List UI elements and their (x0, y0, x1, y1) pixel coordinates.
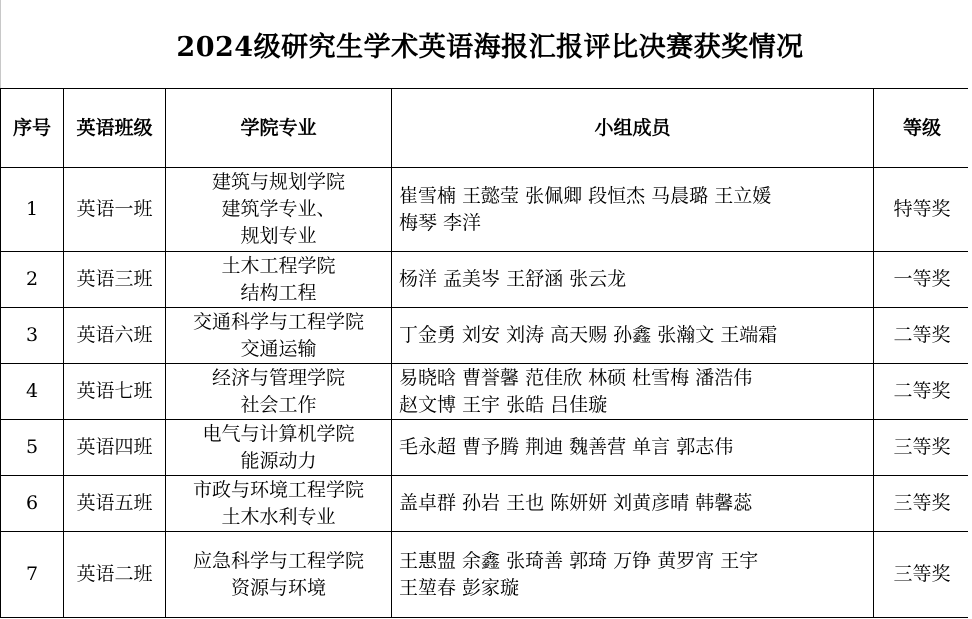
cell-grade: 三等奖 (874, 476, 971, 532)
cell-no: 7 (1, 532, 64, 618)
members-line: 梅琴 李洋 (399, 211, 482, 234)
college-line: 社会工作 (240, 393, 317, 416)
cell-college (166, 476, 392, 532)
table-row (1, 168, 971, 252)
table-row (1, 308, 971, 364)
college-line: 建筑学专业、 (221, 198, 336, 220)
header-no: 序号 (1, 89, 64, 168)
header-row (1, 89, 971, 168)
cell-no: 1 (1, 168, 64, 252)
cell-members (392, 476, 874, 532)
page-title: 2024级研究生学术英语海报汇报评比决赛获奖情况 (176, 31, 804, 63)
header-college: 学院专业 (166, 89, 392, 168)
cell-class: 英语七班 (64, 364, 166, 420)
college-line: 经济与管理学院 (211, 366, 345, 389)
cell-no: 5 (1, 420, 64, 476)
cell-grade: 二等奖 (874, 308, 971, 364)
cell-no: 6 (1, 476, 64, 532)
table-row (1, 532, 971, 618)
right-edge (968, 0, 972, 619)
cell-no: 2 (1, 252, 64, 308)
cell-college (166, 420, 392, 476)
cell-grade: 二等奖 (874, 364, 971, 420)
college-line: 资源与环境 (230, 576, 326, 599)
cell-members (392, 420, 874, 476)
college-line: 土木工程学院 (221, 254, 336, 277)
cell-class: 英语三班 (64, 252, 166, 308)
college-line: 土木水利专业 (221, 505, 336, 528)
cell-members (392, 308, 874, 364)
cell-members (392, 364, 874, 420)
cell-no: 4 (1, 364, 64, 420)
cell-class: 英语二班 (64, 532, 166, 618)
table-row (1, 476, 971, 532)
members-line: 毛永超 曹予腾 荆迪 魏善营 单言 郭志伟 (399, 436, 734, 458)
cell-grade: 特等奖 (874, 168, 971, 252)
members-line: 赵文博 王宇 张皓 吕佳璇 (399, 393, 608, 416)
table-row (1, 252, 971, 308)
table-row (1, 364, 971, 420)
cell-college (166, 252, 392, 308)
table-row (1, 420, 971, 476)
title-row (0, 0, 972, 88)
members-line: 王堃春 彭家璇 (399, 576, 520, 599)
header-members: 小组成员 (392, 89, 874, 168)
cell-no: 3 (1, 308, 64, 364)
cell-grade: 一等奖 (874, 252, 971, 308)
cell-grade: 三等奖 (874, 420, 971, 476)
college-line: 应急科学与工程学院 (192, 549, 364, 572)
members-line: 杨洋 孟美岑 王舒涵 张云龙 (399, 268, 627, 290)
members-line: 崔雪楠 王懿莹 张佩卿 段恒杰 马晨璐 王立媛 (399, 184, 772, 207)
college-line: 规划专业 (240, 225, 317, 247)
cell-class: 英语一班 (64, 168, 166, 252)
header-grade: 等级 (874, 89, 971, 168)
college-line: 电气与计算机学院 (202, 422, 355, 445)
cell-class: 英语六班 (64, 308, 166, 364)
college-line: 交通运输 (240, 337, 317, 360)
college-line: 建筑与规划学院 (211, 171, 345, 193)
college-line: 交通科学与工程学院 (192, 310, 364, 333)
cell-members (392, 168, 874, 252)
college-line: 市政与环境工程学院 (192, 478, 364, 501)
header-class: 英语班级 (64, 89, 166, 168)
cell-members (392, 252, 874, 308)
cell-college (166, 532, 392, 618)
members-line: 丁金勇 刘安 刘涛 高天赐 孙鑫 张瀚文 王端霜 (399, 324, 778, 346)
cell-members (392, 532, 874, 618)
cell-grade: 三等奖 (874, 532, 971, 618)
cell-class: 英语四班 (64, 420, 166, 476)
cell-college (166, 308, 392, 364)
cell-college (166, 364, 392, 420)
college-line: 结构工程 (240, 281, 317, 304)
members-line: 王惠盟 余鑫 张琦善 郭琦 万铮 黄罗宵 王宇 (399, 549, 759, 572)
cell-class: 英语五班 (64, 476, 166, 532)
cell-college (166, 168, 392, 252)
members-line: 盖卓群 孙岩 王也 陈妍妍 刘黄彦晴 韩馨蕊 (399, 492, 753, 514)
members-line: 易晓晗 曹誉馨 范佳欣 林硕 杜雪梅 潘浩伟 (399, 366, 753, 389)
college-line: 能源动力 (240, 449, 317, 472)
awards-table (0, 88, 971, 618)
